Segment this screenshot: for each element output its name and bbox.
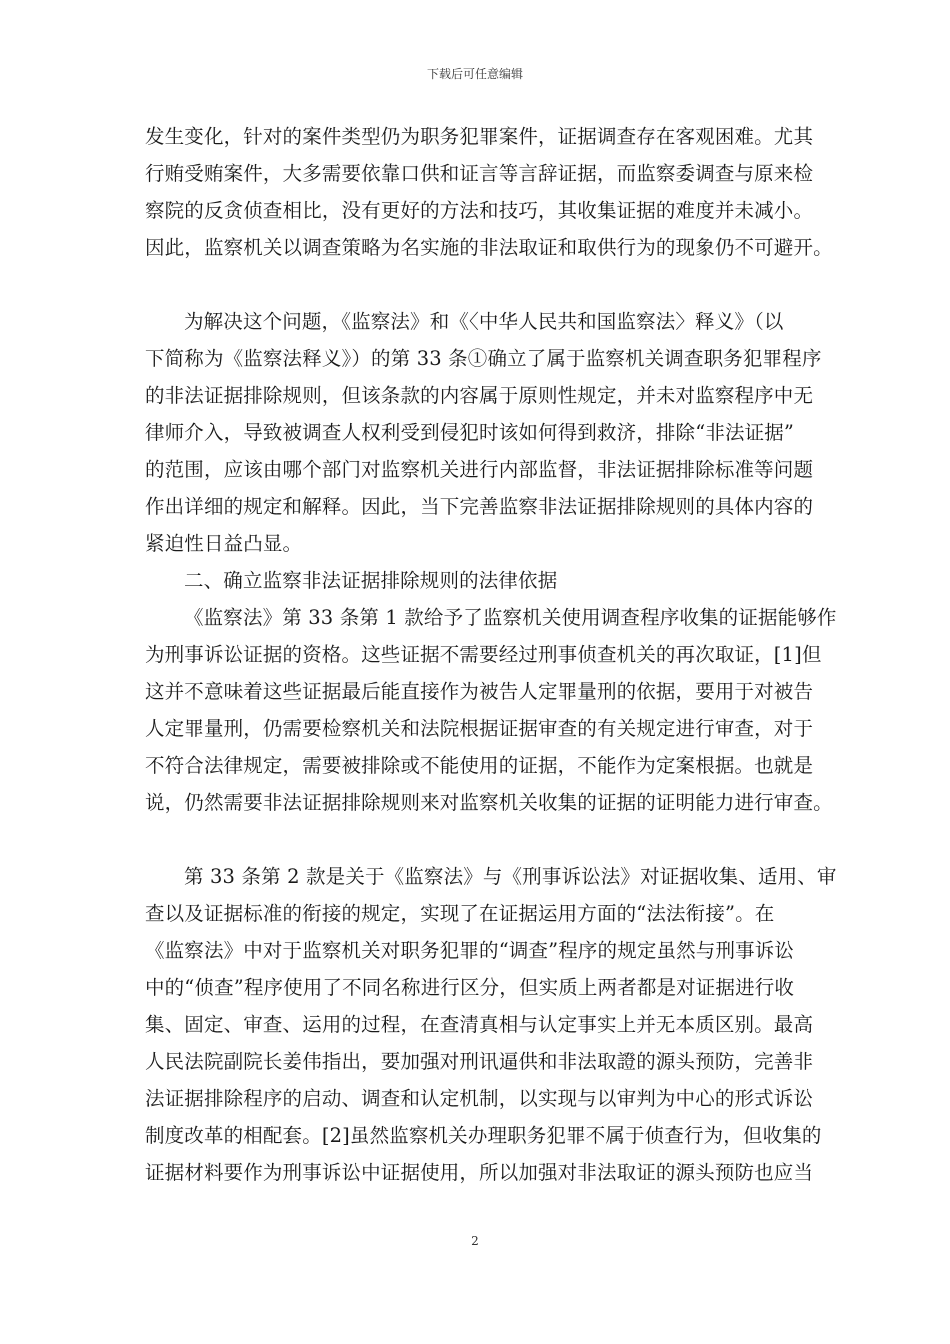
- paragraph-spacer: [145, 821, 817, 858]
- document-body: [145, 118, 837, 1191]
- text-line: 律师介入，导致被调查人权利受到侵犯时该如何得到救济，排除“非法证据”: [145, 421, 795, 444]
- text-line: 的范围，应该由哪个部门对监察机关进行内部监督，非法证据排除标准等问题: [145, 458, 814, 481]
- page-number: 2: [471, 1234, 479, 1248]
- text-line: 紧迫性日益凸显。: [145, 532, 303, 555]
- paragraph-spacer: [145, 266, 817, 303]
- paragraph: [145, 599, 837, 821]
- text-line: 人民法院副院长姜伟指出，要加强对刑讯逼供和非法取證的源头预防，完善非: [145, 1050, 814, 1073]
- heading-text: 二、确立监察非法证据排除规则的法律依据: [184, 569, 558, 592]
- text-line: 的非法证据排除规则，但该条款的内容属于原则性规定，并未对监察程序中无: [145, 384, 814, 407]
- text-line: 证据材料要作为刑事诉讼中证据使用，所以加强对非法取证的源头预防也应当: [145, 1161, 814, 1184]
- text-line: 第 33 条第 2 款是关于《监察法》与《刑事诉讼法》对证据收集、适用、审: [184, 865, 837, 888]
- text-line: 《监察法》中对于监察机关对职务犯罪的“调查”程序的规定虽然与刑事诉讼: [145, 939, 795, 962]
- text-line: 法证据排除程序的启动、调查和认定机制，以实现与以审判为中心的形式诉讼: [145, 1087, 814, 1110]
- text-line: 查以及证据标准的衔接的规定，实现了在证据运用方面的“法法衔接”。在: [145, 902, 775, 925]
- paragraph: [145, 858, 837, 1191]
- text-line: 察院的反贪侦查相比，没有更好的方法和技巧，其收集证据的难度并未减小。: [145, 199, 814, 222]
- text-line: 这并不意味着这些证据最后能直接作为被告人定罪量刑的依据，要用于对被告: [145, 680, 814, 703]
- text-line: 人定罪量刑，仍需要检察机关和法院根据证据审查的有关规定进行审查，对于: [145, 717, 814, 740]
- text-line: 集、固定、审查、运用的过程，在查清真相与认定事实上并无本质区别。最高: [145, 1013, 814, 1036]
- text-line: 为解决这个问题，《监察法》和《〈中华人民共和国监察法〉释义》（以: [184, 310, 784, 333]
- section-heading: [145, 562, 817, 599]
- page-header: 下载后可任意编辑: [426, 67, 523, 81]
- text-line: 《监察法》第 33 条第 1 款给予了监察机关使用调查程序收集的证据能够作: [184, 606, 837, 629]
- paragraph-continuation: [145, 118, 833, 266]
- text-line: 为刑事诉讼证据的资格。这些证据不需要经过刑事侦查机关的再次取证，[1]但: [145, 643, 822, 666]
- paragraph: [145, 303, 822, 562]
- text-line: 发生变化，针对的案件类型仍为职务犯罪案件，证据调查存在客观困难。尤其: [145, 125, 814, 148]
- text-line: 说，仍然需要非法证据排除规则来对监察机关收集的证据的证明能力进行审查。: [145, 791, 833, 814]
- text-line: 中的“侦查”程序使用了不同名称进行区分，但实质上两者都是对证据进行收: [145, 976, 795, 999]
- text-line: 不符合法律规定，需要被排除或不能使用的证据，不能作为定案根据。也就是: [145, 754, 814, 777]
- text-line: 制度改革的相配套。[2]虽然监察机关办理职务犯罪不属于侦查行为，但收集的: [145, 1124, 822, 1147]
- text-line: 行贿受贿案件，大多需要依靠口供和证言等言辞证据，而监察委调查与原来检: [145, 162, 814, 185]
- text-line: 因此，监察机关以调查策略为名实施的非法取证和取供行为的现象仍不可避开。: [145, 236, 833, 259]
- text-line: 下简称为《监察法释义》）的第 33 条①确立了属于监察机关调查职务犯罪程序: [145, 347, 822, 370]
- text-line: 作出详细的规定和解释。因此，当下完善监察非法证据排除规则的具体内容的: [145, 495, 814, 518]
